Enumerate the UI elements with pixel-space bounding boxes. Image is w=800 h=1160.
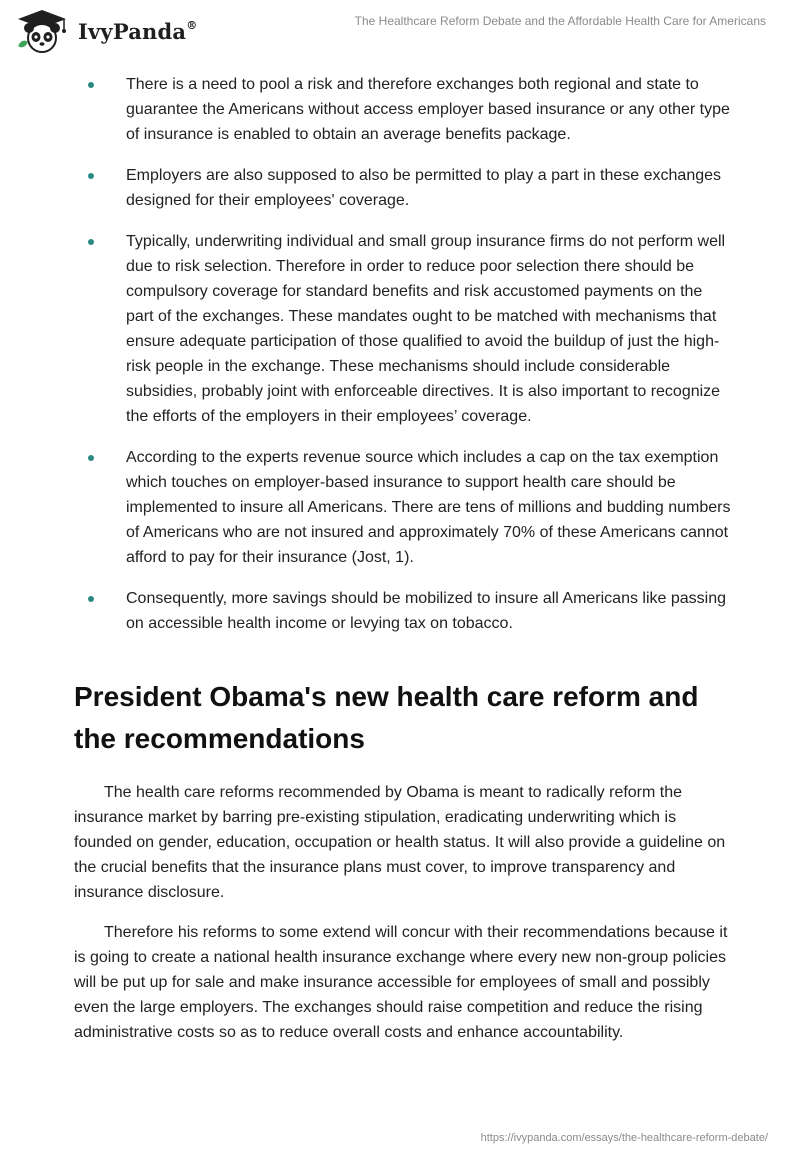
page-header	[0, 0, 800, 60]
bullet-icon	[88, 596, 94, 602]
body-paragraph: The health care reforms recommended by Obama is meant to radically reform the insurance market by barring pre-existing stipulation, eradicating underwriting which is founded on gender, education, occupation or health status. It will also provide a guideline on the crucial benefits that the insurance plans must cover, to improve transparency and insurance disclosure.	[74, 784, 726, 901]
list-item	[74, 586, 734, 636]
recommendations-list	[74, 72, 734, 652]
list-item-text: Typically, underwriting individual and small group insurance firms do not perform well due to risk selection. Therefore in order to reduce poor selection there should be compulsory coverage for standard benefits and risk accustomed payments on the part of the exchanges. These mandates ought to be matched with mechanisms that ensure adequate participation of those qualified to avoid the buildup of just the high-risk people in the exchange. These mechanisms should include considerable subsidies, probably joint with enforceable directives. It is also important to recognize the efforts of the employers in their employees’ coverage.	[126, 233, 726, 425]
bullet-icon	[88, 82, 94, 88]
logo[interactable]	[14, 8, 197, 54]
source-url-link[interactable]: https://ivypanda.com/essays/the-healthcare-reform-debate/	[480, 1132, 768, 1144]
panda-logo-icon	[14, 8, 70, 54]
list-item	[74, 229, 734, 429]
bullet-icon	[88, 455, 94, 461]
body-paragraph: Therefore his reforms to some extend will concur with their recommendations because it is going to create a national health insurance exchange where every new non-group policies will be put up for sale and make insurance accessible for employees of small and possibly even the large employers. The exchanges should raise competition and reduce the rising administrative costs so as to reduce overall costs and enhance accountability.	[74, 924, 728, 1041]
bullet-icon	[88, 173, 94, 179]
list-item-text: There is a need to pool a risk and therefore exchanges both regional and state to guarantee the Americans without access employer based insurance or any other type of insurance is enabled to obtain an average benefits package.	[126, 76, 730, 143]
section-heading: President Obama's new health care reform and the recommendations	[74, 681, 699, 754]
document-title: The Healthcare Reform Debate and the Affordable Health Care for Americans	[354, 14, 766, 28]
list-item	[74, 163, 734, 213]
list-item-text: According to the experts revenue source which includes a cap on the tax exemption which touches on employer-based insurance to support health care should be implemented to insure all Americans. There are tens of millions and budding numbers of Americans who are not insured and approximately 70% of these Americans cannot afford to pay for their insurance (Jost, 1).	[126, 449, 731, 566]
list-item-text: Consequently, more savings should be mobilized to insure all Americans like passing on accessible health income or levying tax on tobacco.	[126, 590, 727, 632]
brand-name: IvyPanda®	[78, 18, 198, 44]
list-item	[74, 72, 734, 147]
list-item-text: Employers are also supposed to also be permitted to play a part in these exchanges designed for their employees' coverage.	[126, 167, 722, 209]
list-item	[74, 445, 734, 570]
bullet-icon	[88, 239, 94, 245]
